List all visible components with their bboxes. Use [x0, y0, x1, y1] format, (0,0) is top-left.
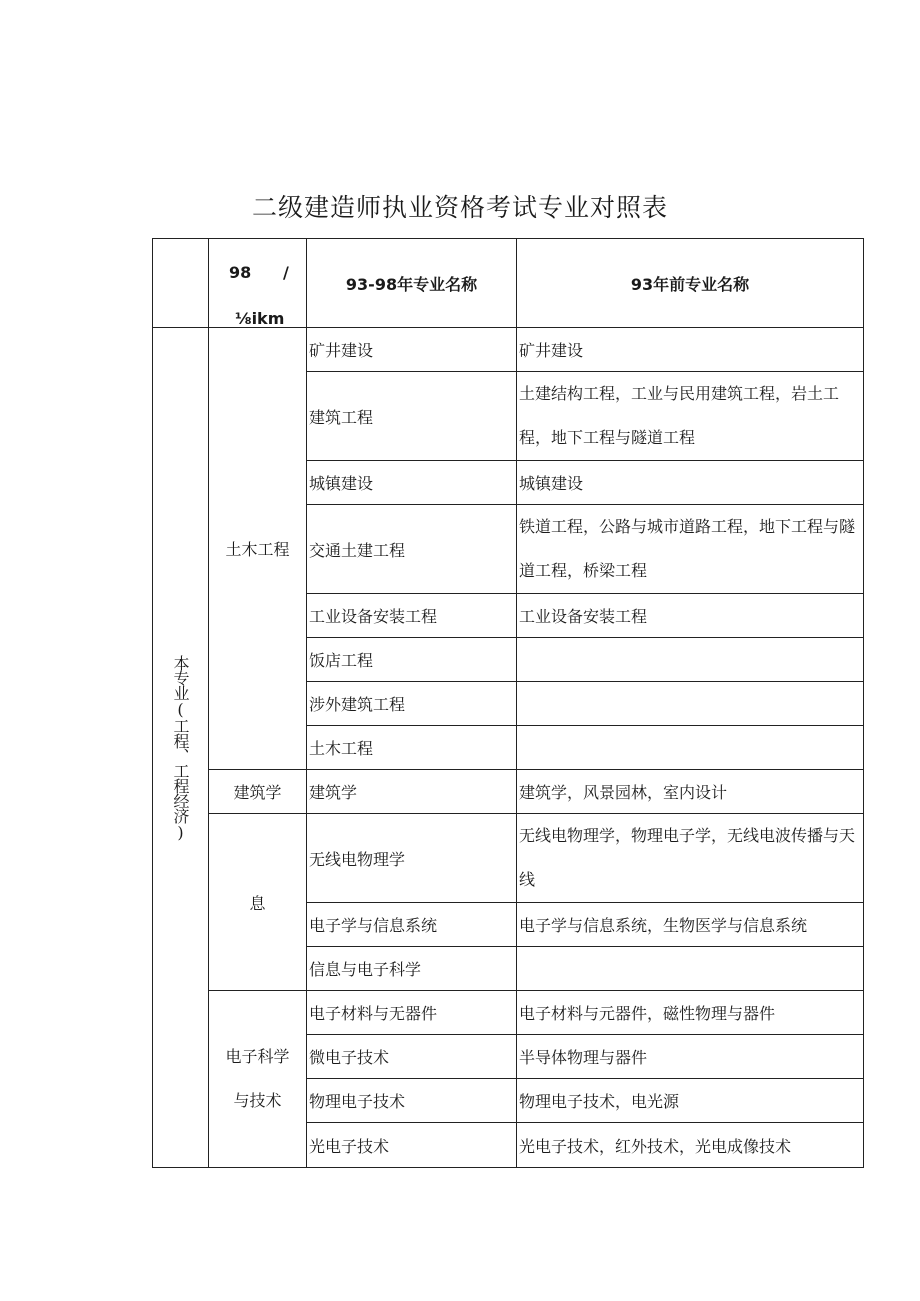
- side-category-cell: [153, 328, 209, 1168]
- old-name-cell: 半导体物理与器件: [517, 1035, 864, 1079]
- mid-name-cell: 信息与电子科学: [307, 947, 517, 991]
- major-comparison-table: [152, 238, 864, 1168]
- group-civil-cell: 土木工程: [209, 328, 307, 770]
- mid-name-cell: 光电子技术: [307, 1123, 517, 1168]
- group-elec-cell: [209, 991, 307, 1168]
- group-elec-label-b: 与技术: [233, 1091, 282, 1110]
- header-cell-93-98: 93-98年专业名称: [307, 239, 517, 328]
- header-garbled-text: ⅛ikm: [235, 309, 285, 328]
- old-name-cell: [517, 682, 864, 726]
- table-row: [153, 991, 864, 1035]
- old-name-cell: 矿井建设: [517, 328, 864, 372]
- mid-name-cell: 建筑工程: [307, 372, 517, 461]
- mid-name-cell: 饭店工程: [307, 638, 517, 682]
- header-98-text: 98: [229, 263, 252, 282]
- header-cell-98: [209, 239, 307, 328]
- mid-name-cell: 电子学与信息系统: [307, 903, 517, 947]
- mid-name-cell: 电子材料与无器件: [307, 991, 517, 1035]
- mid-name-cell: 涉外建筑工程: [307, 682, 517, 726]
- old-name-cell: 工业设备安装工程: [517, 594, 864, 638]
- old-name-cell: [517, 947, 864, 991]
- group-arch-cell: 建筑学: [209, 770, 307, 814]
- group-info-cell: 息: [209, 814, 307, 991]
- old-name-cell: 城镇建设: [517, 461, 864, 505]
- mid-name-cell: 矿井建设: [307, 328, 517, 372]
- header-row: [153, 239, 864, 328]
- table-row: [153, 814, 864, 903]
- mid-name-cell: 微电子技术: [307, 1035, 517, 1079]
- header-slash-text: /: [283, 263, 289, 282]
- group-elec-label-a: 电子科学: [225, 1047, 290, 1066]
- old-name-cell: 电子学与信息系统，生物医学与信息系统: [517, 903, 864, 947]
- table-row: [153, 770, 864, 814]
- old-name-cell: [517, 726, 864, 770]
- old-name-cell: [517, 638, 864, 682]
- old-name-cell: 物理电子技术，电光源: [517, 1079, 864, 1123]
- mid-name-cell: 交通土建工程: [307, 505, 517, 594]
- old-name-cell: 无线电物理学，物理电子学，无线电波传播与天线: [517, 814, 864, 903]
- mid-name-cell: 建筑学: [307, 770, 517, 814]
- header-cell-blank: [153, 239, 209, 328]
- mid-name-cell: 无线电物理学: [307, 814, 517, 903]
- old-name-cell: 土建结构工程，工业与民用建筑工程，岩土工程，地下工程与隧道工程: [517, 372, 864, 461]
- old-name-cell: 电子材料与元器件，磁性物理与器件: [517, 991, 864, 1035]
- mid-name-cell: 土木工程: [307, 726, 517, 770]
- header-cell-pre-93: 93年前专业名称: [517, 239, 864, 328]
- old-name-cell: 铁道工程，公路与城市道路工程，地下工程与隧道工程，桥梁工程: [517, 505, 864, 594]
- table-row: [153, 328, 864, 372]
- mid-name-cell: 城镇建设: [307, 461, 517, 505]
- mid-name-cell: 工业设备安装工程: [307, 594, 517, 638]
- old-name-cell: 建筑学，风景园林，室内设计: [517, 770, 864, 814]
- side-category-label: 本专业(工程、工程经济): [171, 654, 190, 841]
- old-name-cell: 光电子技术，红外技术，光电成像技术: [517, 1123, 864, 1168]
- mid-name-cell: 物理电子技术: [307, 1079, 517, 1123]
- document-title: 二级建造师执业资格考试专业对照表: [251, 193, 668, 222]
